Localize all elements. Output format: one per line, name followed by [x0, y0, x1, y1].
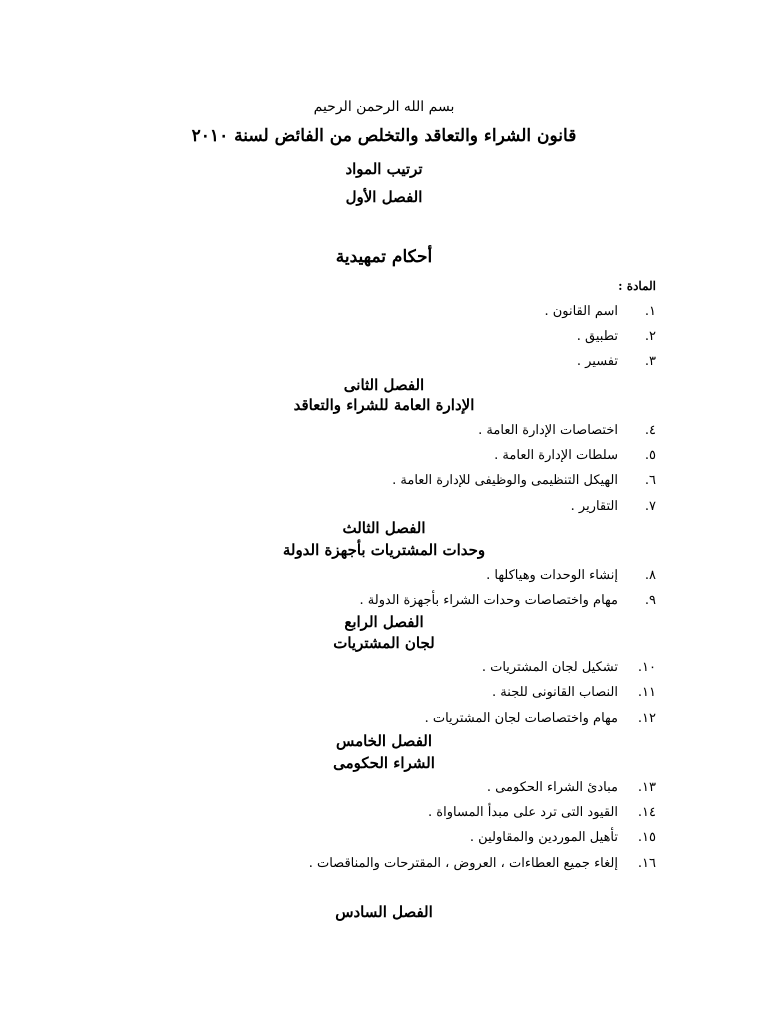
item-text: اختصاصات الإدارة العامة .: [478, 423, 618, 438]
item-text: مهام واختصاصات وحدات الشراء بأجهزة الدولة .: [359, 593, 618, 608]
item-text: مبادئ الشراء الحكومى .: [486, 780, 618, 795]
item-text: إلغاء جميع العطاءات ، العروض ، المقترحات والمناقصات .: [308, 856, 618, 871]
item-text: سلطات الإدارة العامة .: [494, 448, 618, 463]
item-number: ٩.: [644, 593, 656, 608]
item-number: ١٤.: [637, 805, 656, 820]
item-number: ٨.: [644, 568, 656, 583]
chapter-1-subtitle: أحكام تمهيدية: [335, 247, 433, 267]
item-text: القيود التى ترد على مبدأ المساواة .: [428, 805, 618, 820]
item-text: النصاب القانونى للجنة .: [492, 685, 618, 700]
item-text: مهام واختصاصات لجان المشتريات .: [424, 711, 618, 726]
item-number: ١٣.: [637, 780, 656, 795]
list-item: [0, 424, 768, 442]
item-text: تشكيل لجان المشتريات .: [481, 660, 618, 675]
basmala: بسم الله الرحمن الرحيم: [313, 99, 455, 115]
list-item: [0, 355, 768, 373]
list-item: [0, 831, 768, 849]
item-number: ١.: [644, 304, 656, 319]
chapter-3-subtitle: وحدات المشتريات بأجهزة الدولة: [282, 541, 486, 559]
list-item: [0, 449, 768, 467]
article-label: المادة :: [618, 279, 656, 293]
chapter-3-title: الفصل الثالث: [342, 519, 426, 537]
item-number: ٥.: [644, 448, 656, 463]
chapter-5-title: الفصل الخامس: [335, 732, 433, 750]
list-item: [0, 330, 768, 348]
list-item: [0, 781, 768, 799]
list-item: [0, 305, 768, 323]
item-text: تأهيل الموردين والمقاولين .: [469, 830, 618, 845]
list-item: [0, 474, 768, 492]
list-item: [0, 661, 768, 679]
list-item: [0, 569, 768, 587]
item-text: اسم القانون .: [544, 304, 618, 319]
item-text: إنشاء الوحدات وهياكلها .: [486, 568, 618, 583]
list-item: [0, 500, 768, 518]
list-item: [0, 594, 768, 612]
item-number: ٤.: [644, 423, 656, 438]
item-number: ٣.: [644, 354, 656, 369]
law-title: قانون الشراء والتعاقد والتخلص من الفائض لسنة ٢٠١٠: [191, 126, 577, 146]
list-item: [0, 806, 768, 824]
item-text: الهيكل التنظيمى والوظيفى للإدارة العامة .: [392, 473, 618, 488]
chapter-2-title: الفصل الثانى: [343, 376, 425, 394]
item-number: ١٠.: [637, 660, 656, 675]
chapter-4-title: الفصل الرابع: [344, 613, 424, 631]
list-item: [0, 712, 768, 730]
chapter-2-subtitle: الإدارة العامة للشراء والتعاقد: [293, 396, 475, 414]
chapter-6-title: الفصل السادس: [335, 903, 433, 921]
item-number: ١١.: [637, 685, 656, 700]
item-text: تطبيق .: [576, 329, 618, 344]
item-number: ١٦.: [637, 856, 656, 871]
item-text: تفسير .: [576, 354, 618, 369]
chapter-1-title: الفصل الأول: [345, 188, 423, 206]
item-text: التقارير .: [570, 499, 618, 514]
item-number: ١٥.: [637, 830, 656, 845]
chapter-5-subtitle: الشراء الحكومى: [333, 754, 435, 772]
item-number: ٢.: [644, 329, 656, 344]
item-number: ٦.: [644, 473, 656, 488]
list-item: [0, 686, 768, 704]
list-item: [0, 857, 768, 875]
chapter-4-subtitle: لجان المشتريات: [333, 634, 435, 652]
item-number: ٧.: [644, 499, 656, 514]
item-number: ١٢.: [637, 711, 656, 726]
toc-heading: ترتيب المواد: [345, 160, 423, 178]
